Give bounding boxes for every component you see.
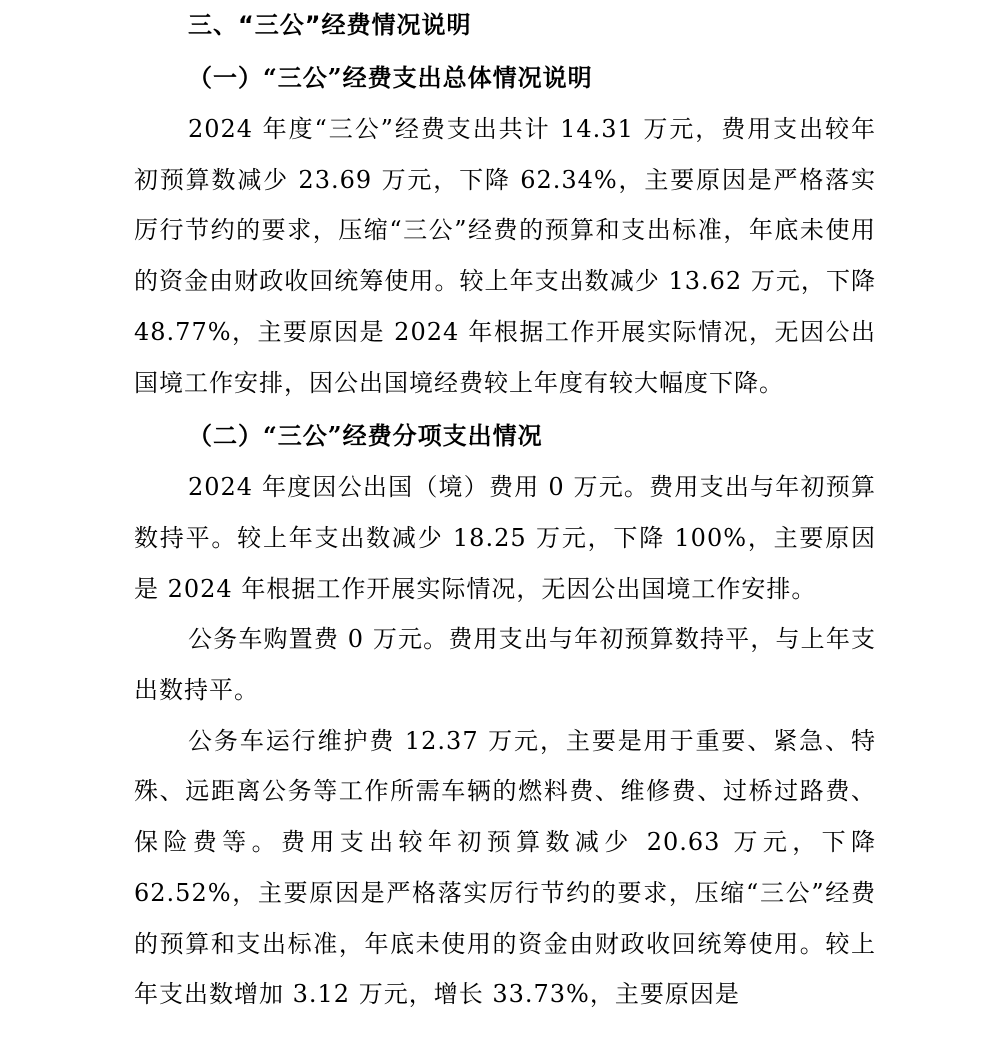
paragraph-vehicle-maintenance: 公务车运行维护费 12.37 万元，主要是用于重要、紧急、特殊、远距离公务等工作所需车辆的燃料费、维修费、过桥过路费、保险费等。费用支出较年初预算数减少 20.63 万元，下降 62.52%，主要原因是严格落实厉行节约的要求，压缩“三公”经费的预算和支出标准，年底未使用的资金由财政收回统筹使用。较上年支出数增加 3.12 万元，增长 33.73%，主要原因是 bbox=[134, 726, 876, 1009]
subsection-title-overview: （一）“三公”经费支出总体情况说明 bbox=[188, 63, 593, 92]
paragraph-vehicle-purchase: 公务车购置费 0 万元。费用支出与年初预算数持平，与上年支出数持平。 bbox=[134, 625, 876, 705]
paragraph-overseas-travel: 2024 年度因公出国（境）费用 0 万元。费用支出与年初预算数持平。较上年支出数减少 18.25 万元，下降 100%，主要原因是 2024 年根据工作开展实际情况，无因公出国境工作安排。 bbox=[134, 473, 876, 603]
subsection-title-itemized: （二）“三公”经费分项支出情况 bbox=[188, 421, 543, 451]
document-page bbox=[134, 0, 876, 1020]
section-heading: 三、“三公”经费情况说明 bbox=[188, 11, 472, 39]
paragraph-overview: 2024 年度“三公”经费支出共计 14.31 万元，费用支出较年初预算数减少 23.69 万元，下降 62.34%，主要原因是严格落实厉行节约的要求，压缩“三公”经费的预算和支出标准，年底未使用的资金由财政收回统筹使用。较上年支出数减少 13.62 万元，下降 48.77%，主要原因是 2024 年根据工作开展实际情况，无因公出国境工作安排，因公出国境经费较上年度有较大幅度下降。 bbox=[134, 115, 876, 397]
